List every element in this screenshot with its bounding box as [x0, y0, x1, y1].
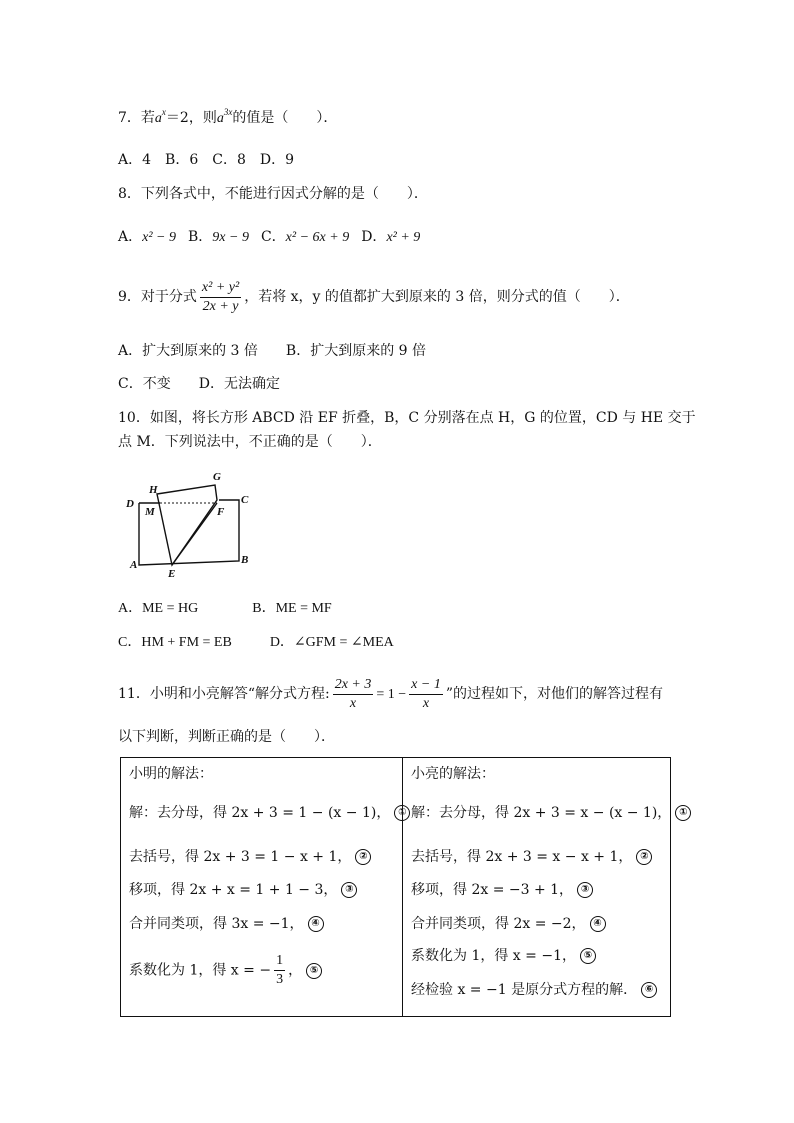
q10-stem-line1: 10．如图，将长方形 ABCD 沿 EF 折叠，B，C 分别落在点 H，G 的位置，CD 与 HE 交于	[118, 410, 696, 426]
q9-text: ，若将 x，y 的值都扩大到原来的 3 倍，则分式的值（ ）．	[244, 289, 630, 305]
fraction-numerator: x − 1	[409, 676, 443, 695]
step-number-badge: ④	[308, 916, 324, 932]
xiaoming-step-5	[129, 952, 322, 989]
label-m: M	[145, 506, 155, 518]
option-expr: x² − 9	[142, 230, 176, 245]
step-text: 解：去分母，得 2x + 3 = 1 − (x − 1)，	[129, 805, 391, 821]
step-number-badge: ②	[636, 849, 652, 865]
solutions-table	[120, 757, 688, 1017]
step-text: 去括号，得 2x + 3 = x − x + 1，	[411, 849, 633, 865]
xiaoming-step-4	[129, 914, 324, 934]
q8-option-a[interactable]	[118, 227, 176, 248]
q7-options	[118, 150, 316, 170]
fraction-denominator: 2x + y	[202, 298, 239, 314]
q11-text: ”的过程如下，对他们的解答过程有	[445, 686, 664, 702]
q10-stem-line2: 点 M．下列说法中，不正确的是（ ）．	[118, 434, 382, 450]
xiaoming-step-3	[129, 880, 357, 900]
step-text: 系数化为 1，得 x = −1，	[411, 948, 576, 964]
xiaoliang-step-3	[411, 880, 593, 900]
q10-option-b[interactable]: B．ME = MF	[252, 601, 332, 616]
q8-option-d[interactable]	[361, 227, 420, 248]
q7-option-b[interactable]: B．6	[165, 152, 199, 168]
step-number-badge: ④	[590, 916, 606, 932]
folded-quad-hgfe	[157, 485, 217, 565]
fraction-numerator: x² + y²	[200, 279, 241, 298]
q7-option-d[interactable]: D．9	[259, 152, 294, 168]
q9-options-row2	[118, 374, 302, 394]
q10-option-a[interactable]: A．ME = HG	[118, 601, 199, 616]
q8-stem: 8．下列各式中，不能进行因式分解的是（ ）．	[118, 186, 428, 202]
step-number-badge: ②	[355, 849, 371, 865]
label-a: A	[130, 559, 138, 571]
fold-rectangle-figure	[118, 465, 258, 585]
step-number-badge: ⑤	[306, 963, 322, 979]
q8-option-c[interactable]	[261, 227, 349, 248]
step-text: 合并同类项，得 3x = −1，	[129, 916, 304, 932]
option-label: C．	[260, 229, 286, 245]
q10-options-row1	[118, 598, 354, 619]
q9-option-a[interactable]: A．扩大到原来的 3 倍	[118, 343, 258, 359]
q10-options-row2	[118, 632, 416, 653]
q9-option-d[interactable]: D．无法确定	[198, 376, 280, 392]
step-fraction	[274, 952, 285, 989]
q7-base: a	[154, 111, 162, 126]
xiaoliang-step-5	[411, 946, 596, 966]
q11-rhs-fraction	[409, 676, 443, 713]
xiaoliang-title: 小亮的解法：	[411, 766, 495, 782]
label-h: H	[149, 484, 158, 496]
q11-lhs-fraction	[333, 676, 374, 713]
q8-option-b[interactable]	[188, 227, 249, 248]
xiaoliang-step-2	[411, 847, 652, 867]
q7-option-c[interactable]: C．8	[212, 152, 246, 168]
option-expr: 9x − 9	[212, 230, 249, 245]
label-b: B	[241, 554, 249, 566]
label-e: E	[168, 568, 176, 580]
xiaoming-step-2	[129, 847, 371, 867]
option-expr: x² − 6x + 9	[285, 230, 350, 245]
q7-exponent: 3x	[223, 107, 233, 117]
q9-fraction	[200, 279, 241, 316]
xiaoliang-column	[403, 758, 688, 1016]
q7-text: 的值是（ ）．	[232, 110, 338, 126]
q8-options	[118, 227, 442, 248]
q9-option-b[interactable]: B．扩大到原来的 9 倍	[285, 343, 427, 359]
q11-text: 11．小明和小亮解答“解分式方程:	[118, 686, 330, 702]
q7-exponent: x	[161, 107, 166, 117]
q11-equals-one-minus: = 1 −	[376, 687, 407, 702]
step-number-badge: ⑤	[580, 948, 596, 964]
fraction-denominator: x	[422, 695, 430, 711]
fraction-numerator: 2x + 3	[333, 676, 374, 695]
step-text: 移项，得 2x = −3 + 1，	[411, 882, 574, 898]
option-label: D．	[361, 229, 387, 245]
step-text: 移项，得 2x + x = 1 + 1 − 3，	[129, 882, 338, 898]
step-text: 合并同类项，得 2x = −2，	[411, 916, 586, 932]
segment-ef	[172, 503, 217, 565]
q7-text: 7．若	[118, 110, 155, 126]
step-text: 解：去分母，得 2x + 3 = x − (x − 1)，	[411, 805, 672, 821]
q9-option-c[interactable]: C．不变	[118, 376, 171, 392]
xiaoming-column	[121, 758, 407, 1016]
xiaoming-step-1	[129, 803, 410, 823]
option-expr: x² + 9	[386, 230, 421, 245]
step-number-badge: ⑥	[641, 982, 657, 998]
q7-base: a	[216, 111, 224, 126]
step-number-badge: ①	[675, 805, 691, 821]
step-number-badge: ①	[394, 805, 410, 821]
q9-text: 9．对于分式	[118, 289, 197, 305]
q9-stem	[118, 278, 630, 316]
label-f: F	[217, 506, 225, 518]
label-c: C	[241, 494, 249, 506]
xiaoliang-step-6	[411, 980, 657, 1000]
option-label: B．	[187, 229, 213, 245]
xiaoliang-step-4	[411, 914, 606, 934]
q7-stem	[118, 108, 337, 129]
step-number-badge: ③	[577, 882, 593, 898]
xiaoliang-step-1	[411, 803, 691, 823]
q10-option-d[interactable]: D．∠GFM = ∠MEA	[269, 635, 394, 650]
q11-stem-line2: 以下判断，判断正确的是（ ）．	[118, 729, 335, 745]
step-number-badge: ③	[341, 882, 357, 898]
q10-option-c[interactable]: C．HM + FM = EB	[118, 635, 232, 650]
fraction-denominator: x	[349, 695, 357, 711]
xiaoming-title: 小明的解法：	[129, 766, 213, 782]
step-text: 经检验 x = −1 是原分式方程的解．	[411, 982, 638, 998]
fraction-numerator: 1	[274, 952, 285, 971]
step-text: 去括号，得 2x + 3 = 1 − x + 1，	[129, 849, 352, 865]
fraction-denominator: 3	[276, 972, 284, 987]
q9-options-row1	[118, 341, 448, 361]
step-text: 系数化为 1，得 x = −	[129, 962, 272, 979]
step-text: ，	[288, 962, 303, 979]
q11-stem-line1	[118, 674, 663, 715]
label-g: G	[213, 471, 221, 483]
option-label: A．	[118, 229, 143, 245]
q7-option-a[interactable]: A．4	[118, 152, 152, 168]
label-d: D	[126, 498, 134, 510]
q7-text: ＝2，则	[165, 110, 217, 126]
